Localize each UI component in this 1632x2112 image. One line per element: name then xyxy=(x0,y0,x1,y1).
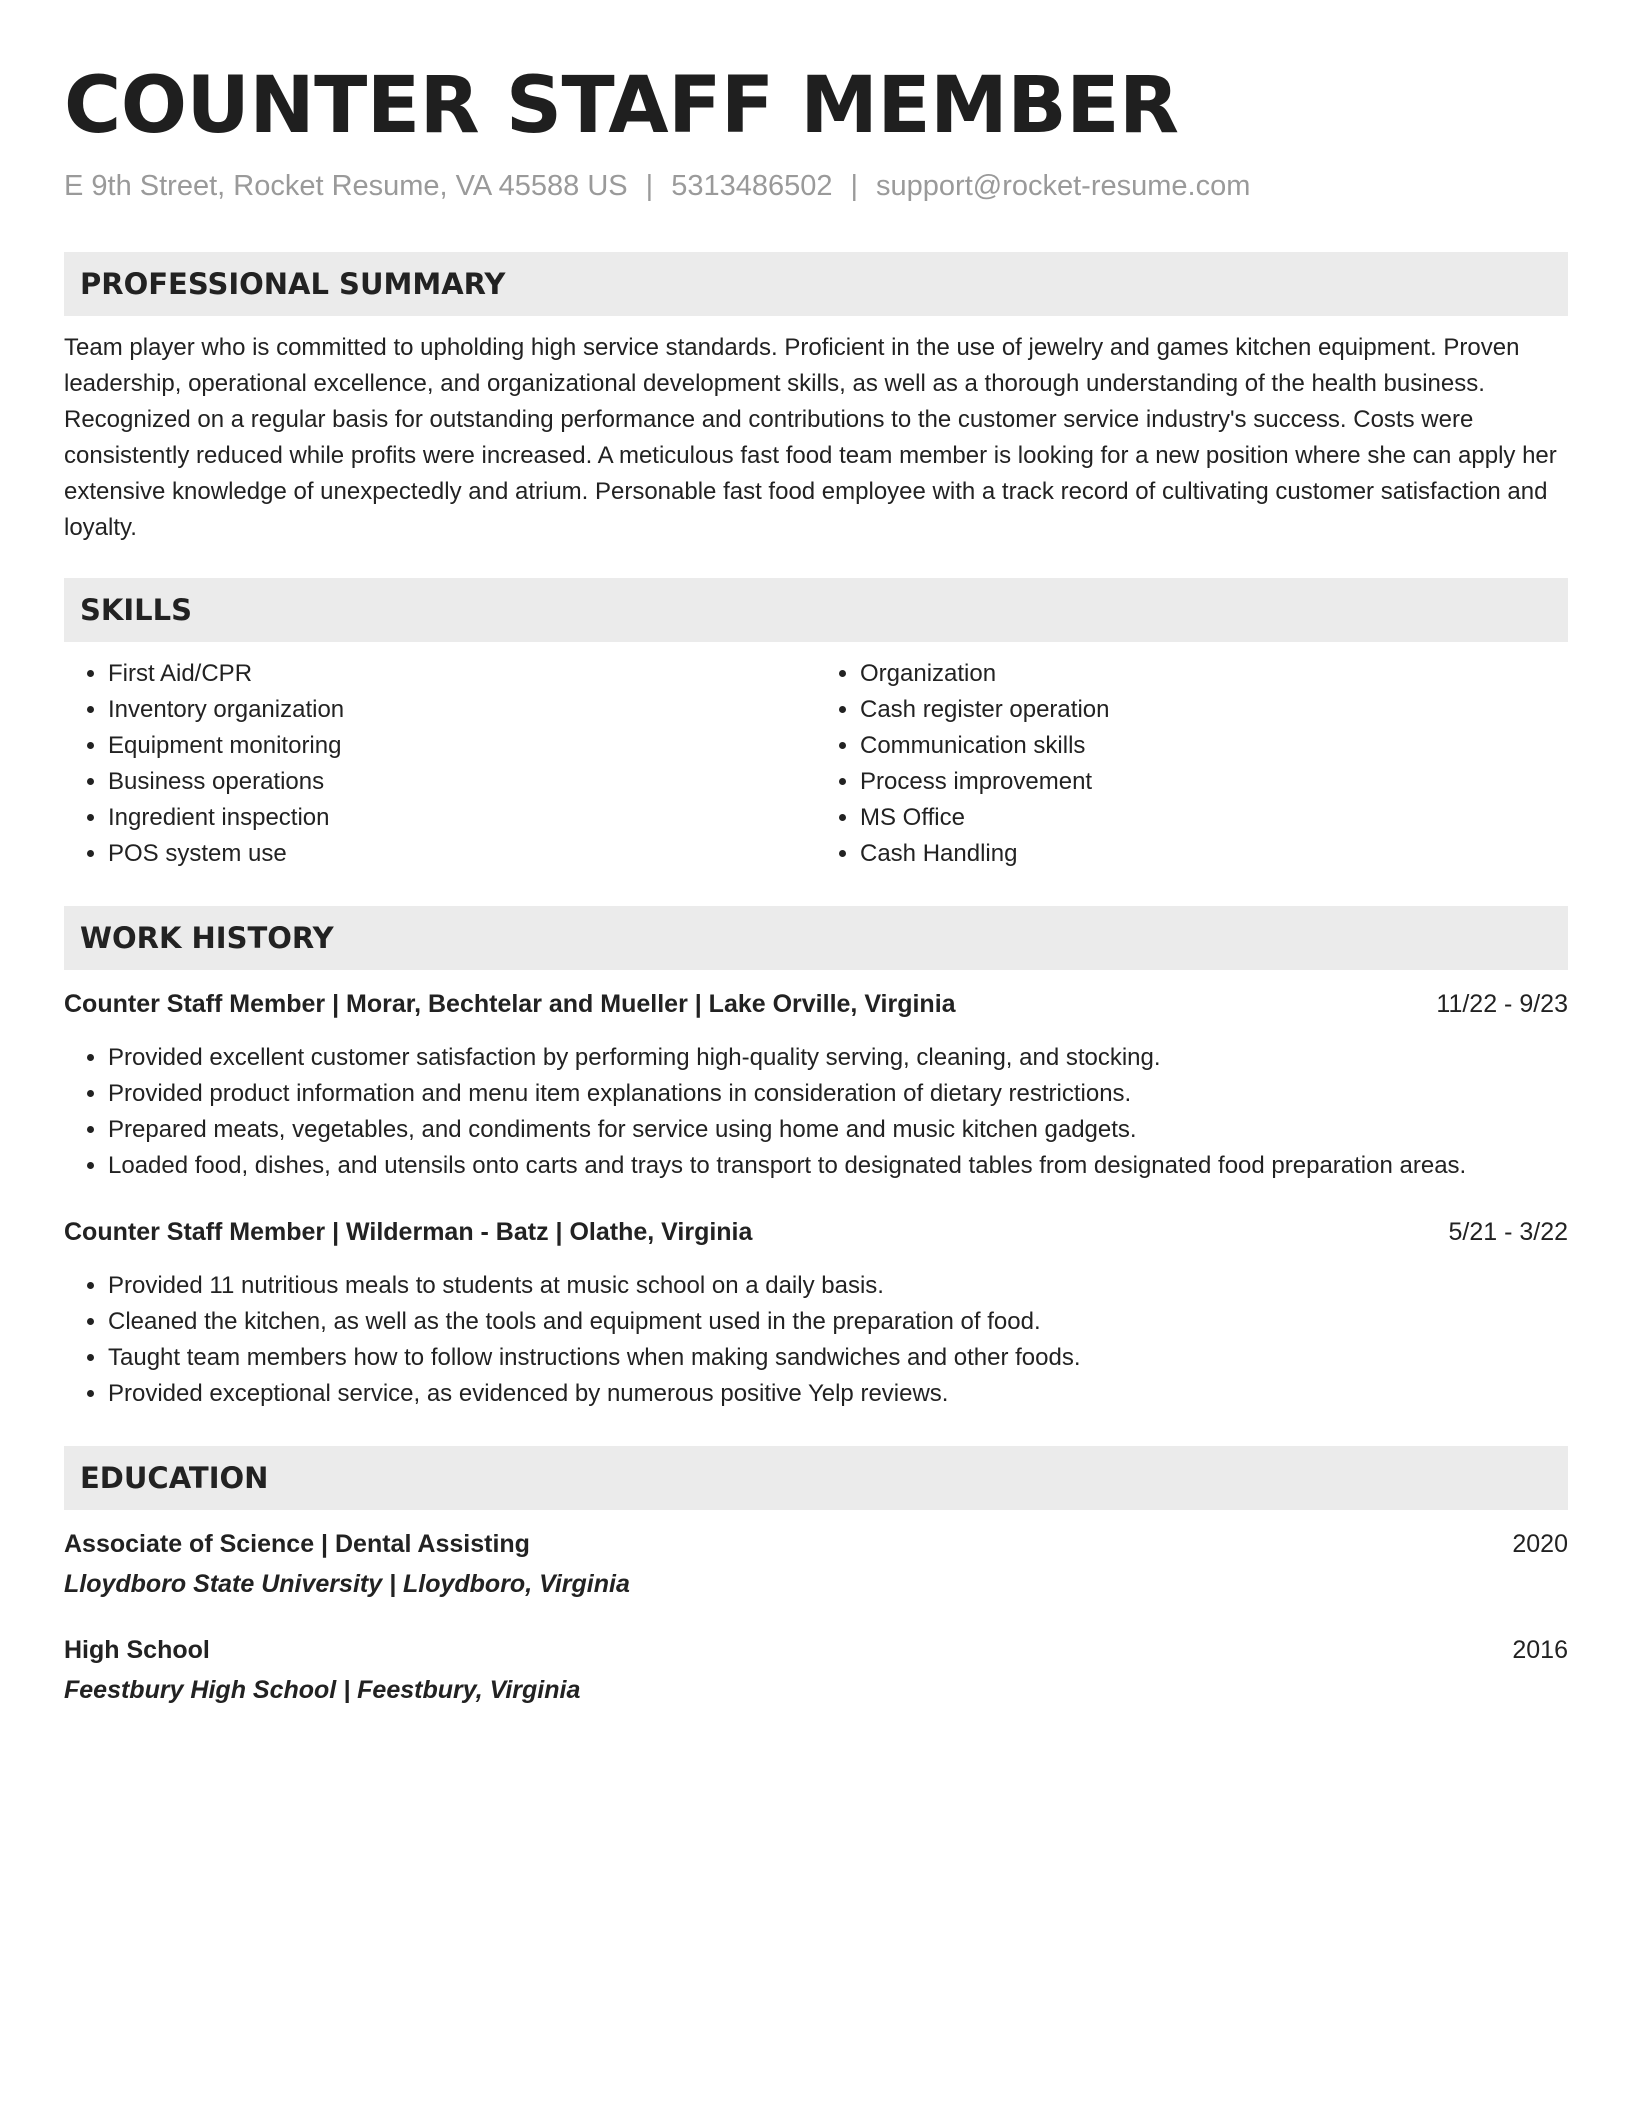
section-title-education: EDUCATION xyxy=(80,1461,269,1495)
skill-item: • Inventory organization xyxy=(108,692,816,728)
section-title-summary: PROFESSIONAL SUMMARY xyxy=(80,267,506,301)
skill-item: • Communication skills xyxy=(860,728,1568,764)
education-title-row xyxy=(64,1526,1568,1562)
job-bullet: • Loaded food, dishes, and utensils onto carts and trays to transport to designated tables from designated food preparation areas. xyxy=(108,1148,1568,1184)
section-header-education xyxy=(64,1446,1568,1510)
job-bullet: • Provided product information and menu item explanations in consideration of dietary restrictions. xyxy=(108,1076,1568,1112)
job-bullet: • Cleaned the kitchen, as well as the tools and equipment used in the preparation of food. xyxy=(108,1304,1568,1340)
skill-item: • Cash Handling xyxy=(860,836,1568,872)
skill-item: • Organization xyxy=(860,656,1568,692)
job-bullets xyxy=(64,1268,1568,1412)
section-header-skills xyxy=(64,578,1568,642)
skills-column-left xyxy=(64,656,816,872)
job-entry xyxy=(64,1214,1568,1412)
job-bullet: • Provided 11 nutritious meals to students at music school on a daily basis. xyxy=(108,1268,1568,1304)
job-title: Counter Staff Member | Morar, Bechtelar and Mueller | Lake Orville, Virginia xyxy=(64,990,956,1018)
section-header-summary xyxy=(64,252,1568,316)
job-bullet: • Provided excellent customer satisfaction by performing high-quality serving, cleaning, and stocking. xyxy=(108,1040,1568,1076)
education-entry xyxy=(64,1632,1568,1708)
job-bullets xyxy=(64,1040,1568,1184)
skill-item: • POS system use xyxy=(108,836,816,872)
education-degree: Associate of Science | Dental Assisting xyxy=(64,1530,530,1558)
skill-item: • Business operations xyxy=(108,764,816,800)
skills-grid xyxy=(64,656,1568,872)
job-entry xyxy=(64,986,1568,1184)
education-year: 2016 xyxy=(1512,1636,1568,1664)
skill-item: • MS Office xyxy=(860,800,1568,836)
section-title-work-history: WORK HISTORY xyxy=(80,921,334,955)
summary-paragraph: Team player who is committed to upholding high service standards. Proficient in the use of jewelry and games kitchen equipment. Proven leadership, operational excellence, and organizational development skills, as well as a thorough understanding of the health business. Recognized on a regular basis for outstanding performance and contributions to the customer service industry's success. Costs were consistently reduced while profits were increased. A meticulous fast food team member is looking for a new position where she can apply her extensive knowledge of unexpectedly and atrium. Personable fast food employee with a track record of cultivating customer satisfaction and loyalty. xyxy=(64,334,1557,541)
section-header-work-history xyxy=(64,906,1568,970)
skills-column-right xyxy=(816,656,1568,872)
education-school: Lloydboro State University | Lloydboro, Virginia xyxy=(64,1570,630,1598)
skill-item: • First Aid/CPR xyxy=(108,656,816,692)
education-year: 2020 xyxy=(1512,1530,1568,1558)
skill-item: • Ingredient inspection xyxy=(108,800,816,836)
section-title-skills: SKILLS xyxy=(80,593,192,627)
education-school: Feestbury High School | Feestbury, Virginia xyxy=(64,1676,581,1704)
job-title-row xyxy=(64,986,1568,1022)
contact-line xyxy=(64,166,1568,206)
contact-phone: 5313486502 xyxy=(671,170,833,202)
contact-email: support@rocket-resume.com xyxy=(876,170,1251,202)
job-title-row xyxy=(64,1214,1568,1250)
contact-address: E 9th Street, Rocket Resume, VA 45588 US xyxy=(64,170,628,202)
skill-item: • Equipment monitoring xyxy=(108,728,816,764)
job-dates: 5/21 - 3/22 xyxy=(1448,1218,1568,1246)
contact-separator: | xyxy=(850,170,859,202)
skill-item: • Cash register operation xyxy=(860,692,1568,728)
candidate-name: COUNTER STAFF MEMBER xyxy=(64,61,1179,151)
education-entry xyxy=(64,1526,1568,1602)
job-bullet: • Taught team members how to follow instructions when making sandwiches and other foods. xyxy=(108,1340,1568,1376)
job-bullet: • Prepared meats, vegetables, and condiments for service using home and music kitchen gadgets. xyxy=(108,1112,1568,1148)
education-title-row xyxy=(64,1632,1568,1668)
job-bullet: • Provided exceptional service, as evidenced by numerous positive Yelp reviews. xyxy=(108,1376,1568,1412)
contact-separator: | xyxy=(645,170,654,202)
education-degree: High School xyxy=(64,1636,210,1664)
job-title: Counter Staff Member | Wilderman - Batz | Olathe, Virginia xyxy=(64,1218,753,1246)
skill-item: • Process improvement xyxy=(860,764,1568,800)
job-dates: 11/22 - 9/23 xyxy=(1436,990,1568,1018)
